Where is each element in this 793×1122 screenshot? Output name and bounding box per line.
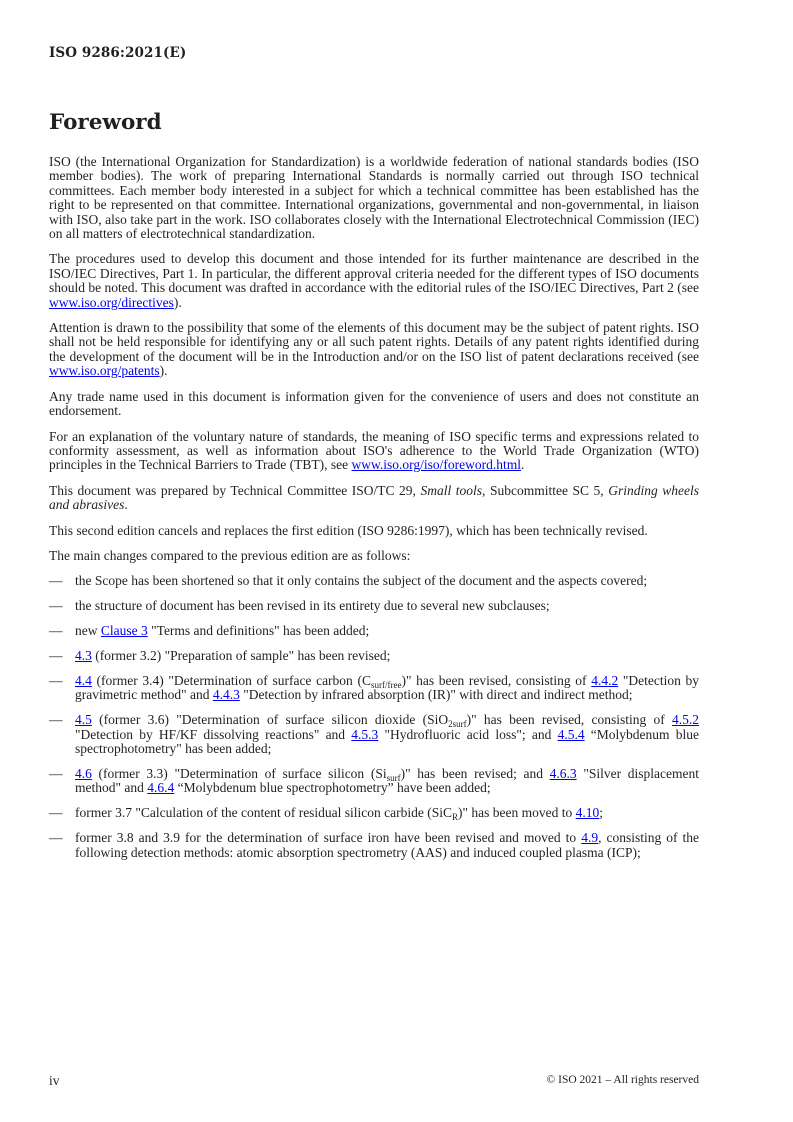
clause-4-3-link[interactable]: 4.3 xyxy=(75,648,92,664)
list-item: — the Scope has been shortened so that it only contains the subject of the document and the aspects covered; xyxy=(49,573,648,589)
list-item: — new Clause 3 "Terms and definitions" has been added; xyxy=(49,623,370,639)
clause-4-5-3-link[interactable]: 4.5.3 xyxy=(351,726,379,742)
list-item: — the structure of document has been revised in its entirety due to several new subclauses; xyxy=(49,598,550,614)
paragraph-committee: This document was prepared by Technical Committee ISO/TC 29, Small tools, Subcommittee SC 5, Grinding wheels and abrasives. xyxy=(49,482,700,513)
list-dash: — xyxy=(49,672,63,688)
page-number: iv xyxy=(49,1073,60,1088)
paragraph-trade-name: Any trade name used in this document is information given for the convenience of users and does not constitute an endorsement. xyxy=(49,388,699,419)
clause-4-9-link[interactable]: 4.9 xyxy=(581,830,599,846)
list-dash: — xyxy=(49,766,63,781)
clause-4-6-link[interactable]: 4.6 xyxy=(75,766,92,781)
paragraph-main-changes: The main changes compared to the previous edition are as follows: xyxy=(49,547,411,563)
list-item: — 4.3 (former 3.2) "Preparation of sample" has been revised; xyxy=(49,648,391,664)
paragraph-edition: This second edition cancels and replaces the first edition (ISO 9286:1997), which has been technically revised. xyxy=(49,522,648,538)
clause-4-6-3-link[interactable]: 4.6.3 xyxy=(549,766,577,781)
list-dash: — xyxy=(49,573,63,589)
paragraph-patents: Attention is drawn to the possibility that some of the elements of this document may be the subject of patent rights. ISO shall not be held responsible for identifying any or all such patent rights. Details of any patent rights identified during the development of the document will be in the Introduction and/or on the ISO list of patent declarations received (see www.iso.org/patents). xyxy=(49,320,699,379)
clause-3-link[interactable]: Clause 3 xyxy=(100,623,148,639)
clause-4-5-2-link[interactable]: 4.5.2 xyxy=(672,712,700,728)
clause-4-4-link[interactable]: 4.4 xyxy=(75,672,92,688)
list-dash: — xyxy=(49,598,63,614)
clause-4-10-link[interactable]: 4.10 xyxy=(575,805,600,821)
paragraph-iso-intro: ISO (the International Organization for Standardization) is a worldwide federation of national standards bodies (ISO member bodies). The work of preparing International Standards is normally carried out through ISO technical committees. Each member body interested in a subject for which a technical committee has been established has the right to be represented on that committee. International organizations, governmental and non-governmental, in liaison with ISO, also take part in the work. ISO collaborates closely with the International Electrotechnical Commission (IEC) on all matters of electrotechnical standardization. xyxy=(49,154,699,242)
list-item: — 4.6 (former 3.3) "Determination of surface silicon $(Si_{surf})$" has been revised; and 4.6.3 "Silver displacement method" and 4.6.4 “Molybdenum blue spectrophotometry” have been added; xyxy=(49,766,699,796)
clause-4-6-4-link[interactable]: 4.6.4 xyxy=(147,780,175,796)
copyright-notice: © ISO 2021 – All rights reserved xyxy=(546,1074,699,1086)
list-item: — former 3.7 "Calculation of the content of residual silicon carbide (SiC$_R$)" has been moved to 4.10; xyxy=(49,805,604,823)
list-item: — 4.4 (former 3.4) "Determination of surface carbon $(C_{surf/free})$" has been revised, consisting of 4.4.2 "Detection by gravimetric method" and 4.4.3 "Detection by infrared absorption (IR)" with direct and indirect method; xyxy=(49,672,699,703)
list-dash: — xyxy=(49,805,63,821)
paragraph-procedures: The procedures used to develop this document and those intended for its further maintenance are described in the ISO/IEC Directives, Part 1. In particular, the different approval criteria needed for the different types of ISO documents should be noted. This document was drafted in accordance with the editorial rules of the ISO/IEC Directives, Part 2 (see www.iso.org/directives). xyxy=(49,251,699,310)
foreword-link[interactable]: www.iso.org/iso/foreword.html xyxy=(351,457,521,473)
document-id-header: ISO 9286:2021(E) xyxy=(49,45,187,61)
list-item: — 4.5 (former 3.6) "Determination of surface silicon dioxide (SiO$_{2surf}$)" has been revised, consisting of 4.5.2 "Detection by HF/KF dissolving reactions" and 4.5.3 "Hydrofluoric acid loss"; and 4.5.4 “Molybdenum blue spectrophotometry" has been added; xyxy=(49,712,700,757)
page-title: Foreword xyxy=(49,110,162,135)
list-dash: — xyxy=(49,830,63,846)
changes-list xyxy=(49,574,699,860)
list-dash: — xyxy=(49,712,63,728)
clause-4-5-4-link[interactable]: 4.5.4 xyxy=(557,726,585,742)
clause-4-4-3-link[interactable]: 4.4.3 xyxy=(212,687,240,703)
clause-4-5-link[interactable]: 4.5 xyxy=(75,712,92,728)
patents-link[interactable]: www.iso.org/patents xyxy=(49,363,160,379)
foreword-body xyxy=(49,155,699,871)
directives-link[interactable]: www.iso.org/directives xyxy=(49,294,174,310)
clause-4-4-2-link[interactable]: 4.4.2 xyxy=(591,672,619,688)
paragraph-voluntary-nature: For an explanation of the voluntary nature of standards, the meaning of ISO specific terms and expressions related to conformity assessment, as well as information about ISO's adherence to the World Trade Organization (WTO) principles in the Technical Barriers to Trade (TBT), see www.iso.org/iso/foreword.html. xyxy=(49,428,699,473)
list-item: — former 3.8 and 3.9 for the determination of surface iron have been revised and moved to 4.9, consisting of the following detection methods: atomic absorption spectrometry (AAS) and induced coupled plasma (ICP); xyxy=(49,830,699,860)
list-dash: — xyxy=(49,623,63,639)
list-dash: — xyxy=(49,648,63,664)
